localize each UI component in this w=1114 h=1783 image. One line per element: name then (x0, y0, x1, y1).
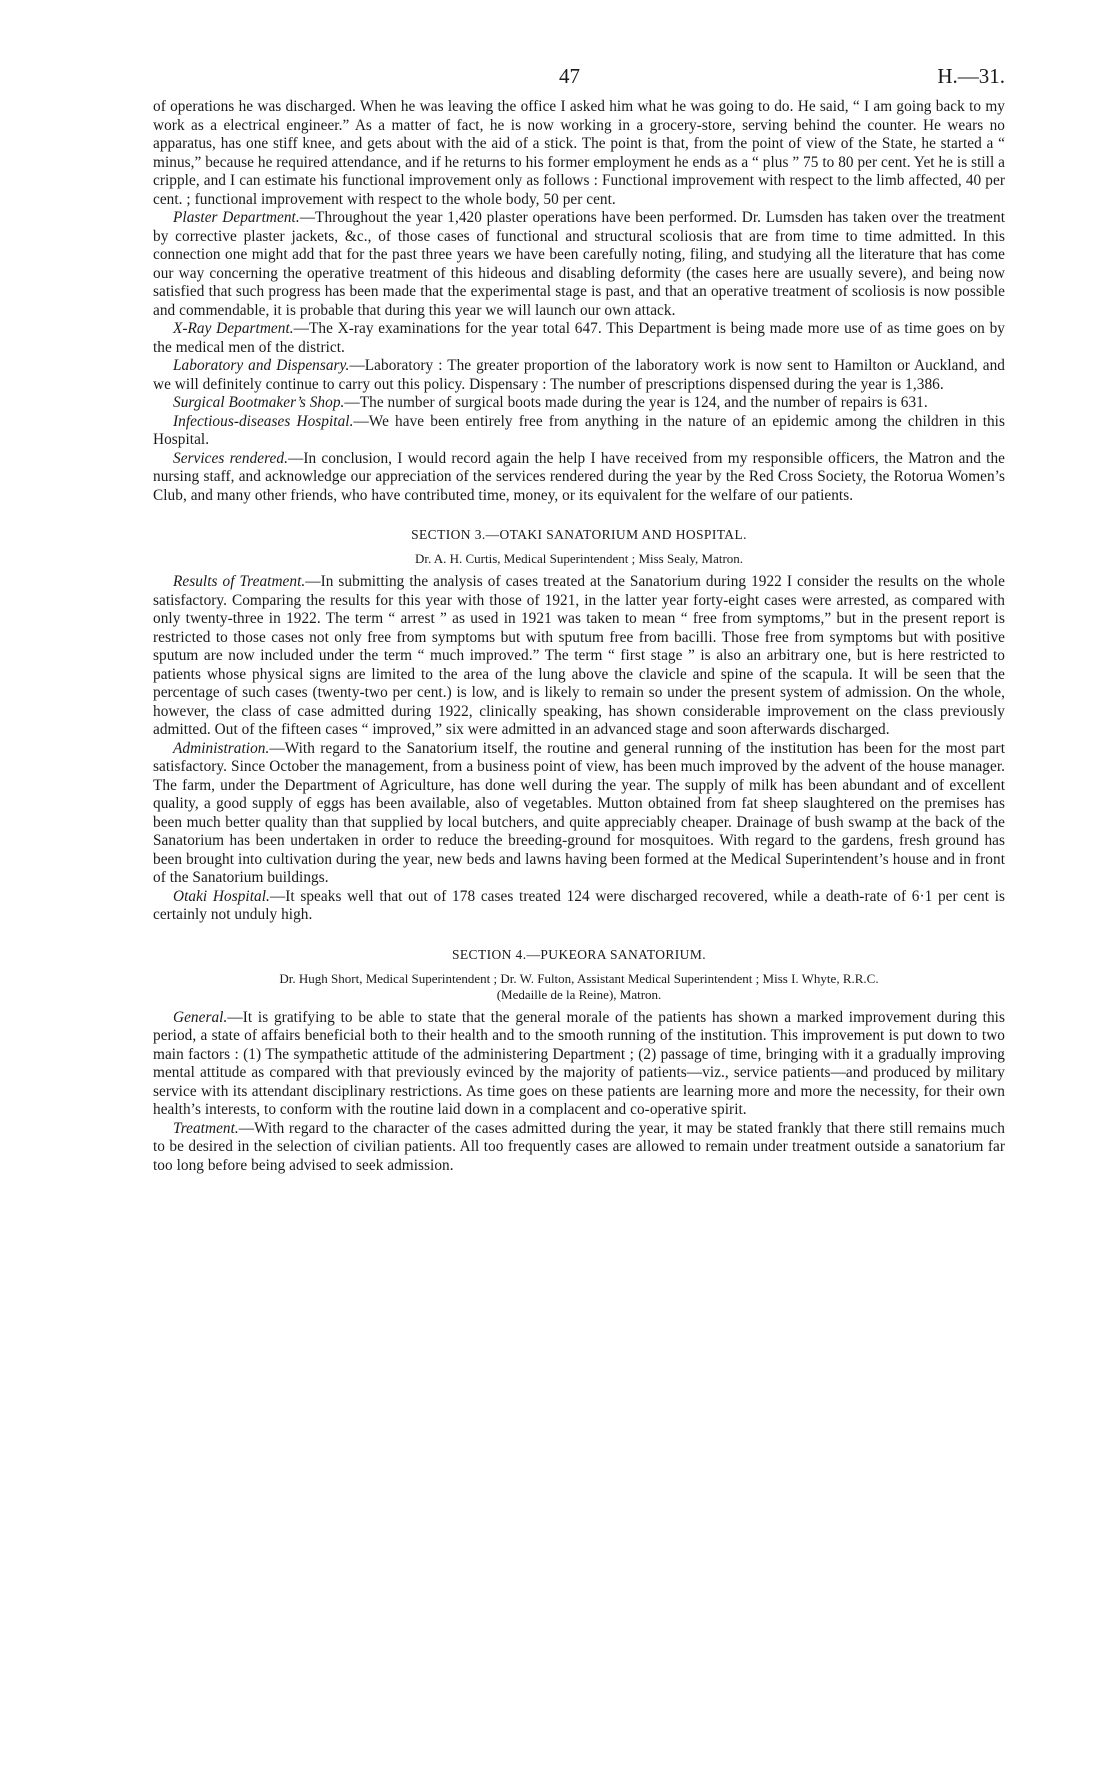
paragraph-otaki-hospital (153, 888, 1005, 925)
paragraph-lead: Otaki Hospital. (173, 887, 270, 905)
document-reference: H.—31. (937, 64, 1005, 88)
paragraph-body: —In conclusion, I would record again the help I have received from my responsible officers, the Matron and the nursing staff, and acknowledge our appreciation of the services rendered during the year by the Red Cross Society, the Rotorua Women’s Club, and many other friends, who have contributed time, money, or its equivalent for the welfare of our patients. (153, 449, 1005, 504)
paragraph-results-of-treatment (153, 573, 1005, 740)
paragraph-lead: Administration. (173, 739, 270, 757)
section-heading: SECTION 3.—OTAKI SANATORIUM AND HOSPITAL. (411, 527, 747, 542)
paragraph-body: —The number of surgical boots made during the year is 124, and the number of repairs is 631. (344, 394, 928, 411)
paragraph-body: —It speaks well that out of 178 cases treated 124 were discharged recovered, while a death-rate of 6·1 per cent is certainly not unduly high. (153, 887, 1006, 923)
section-3-otaki (153, 527, 1005, 925)
paragraph-body: —With regard to the Sanatorium itself, the routine and general running of the institution has been for the most part satisfactory. Since October the management, from a business point of view, has been much improved by the advent of the house manager. The farm, under the Department of Agriculture, has done well during the year. The supply of milk has been abundant and of excellent quality, a good supply of eggs has been available, also of vegetables. Mutton obtained from fat sheep slaughtered on the premises has been much better quality than that supplied by local butchers, and quite appreciably cheaper. Drainage of bush swamp at the back of the Sanatorium has been undertaken in order to reduce the breeding-ground for mosquitoes. With regard to the gardens, fresh ground has been brought into cultivation during the year, new beds and lawns having been formed at the Medical Superintendent’s house and in front of the Sanatorium buildings. (153, 739, 1005, 886)
paragraph-body: —Laboratory : The greater proportion of the laboratory work is now sent to Hamilton or Auckland, and we will definitely continue to carry out this policy. Dispensary : The number of prescriptions dispensed during the year is 1,386. (153, 357, 1005, 393)
staff-line (153, 971, 1005, 1003)
paragraph-body: —We have been entirely free from anything in the nature of an epidemic among the children in this Hospital. (153, 412, 1005, 448)
paragraph-lead: Infectious-diseases Hospital. (173, 412, 354, 430)
paragraph-plaster-department (153, 209, 1005, 320)
paragraph-lead: Surgical Bootmaker’s Shop. (173, 394, 345, 411)
paragraph-general (153, 1009, 1005, 1120)
paragraph-lead: Treatment. (173, 1119, 239, 1137)
staff-line: Dr. A. H. Curtis, Medical Superintendent ; Miss Sealy, Matron. (414, 551, 744, 566)
section-2-continued (153, 209, 1005, 505)
staff-line-2: (Medaille de la Reine), Matron. (496, 986, 662, 1002)
staff-line-1: Dr. Hugh Short, Medical Superintendent ; Dr. W. Fulton, Assistant Medical Superintendent ; Miss I. Whyte, R.R.C. (279, 970, 879, 986)
paragraph-lead: Services rendered. (173, 449, 288, 467)
paragraph-surgical-bootmaker (153, 394, 1005, 413)
paragraph-body: —The X-ray examinations for the year total 647. This Department is being made more use of as time goes on by the medical men of the district. (153, 320, 1005, 356)
paragraph-xray-department (153, 320, 1005, 357)
paragraph-infectious-diseases (153, 413, 1005, 450)
document-page (153, 64, 1005, 1175)
page-number: 47 (559, 64, 580, 88)
paragraph-body: —With regard to the character of the cases admitted during the year, it may be stated frankly that there still remains much to be desired in the selection of civilian patients. All too frequently cases are allowed to remain under treatment outside a sanatorium far too long before being advised to seek admission. (153, 1119, 1005, 1174)
section-4-pukeora (153, 947, 1005, 1176)
paragraph-lead: Plaster Department. (173, 209, 300, 226)
intro-paragraph: of operations he was discharged. When he was leaving the office I asked him what he was going to do. He said, “ I am going back to my work as a electrical engineer.” As a matter of fact, he is now working in a grocery-store, serving behind the counter. He wears no apparatus, has one stiff knee, and gets about with the aid of a stick. The point is that, from the point of view of the State, he started a “ minus,” because he required attendance, and if he returns to his former employment he ends as a “ plus ” 75 to 80 per cent. Yet he is still a cripple, and I can estimate his functional improvement only as follows : Functional improvement with respect to the limb affected, 40 per cent. ; functional improvement with respect to the whole body, 50 per cent. (153, 98, 1005, 208)
paragraph-treatment (153, 1120, 1005, 1176)
paragraph-services-rendered (153, 450, 1005, 506)
paragraph-lead: X-Ray Department. (173, 320, 294, 337)
page-header (153, 64, 1005, 98)
paragraph-body: —It is gratifying to be able to state that the general morale of the patients has shown a marked improvement during this period, a state of affairs beneficial both to their health and to the smooth running of the institution. This improvement is put down to two main factors : (1) The sympathetic attitude of the administering Department ; (2) passage of time, bringing with it a gradually improving mental attitude as compared with that previously evinced by the majority of patients—viz., service patients—and produced by military service with its attendant disciplinary restrictions. As time goes on these patients are learning more and more the necessity, for their own health’s interests, to conform with the routine laid down in a complacent and co-operative spirit. (153, 1008, 1005, 1118)
paragraph-lead: Laboratory and Dispensary. (173, 357, 350, 374)
paragraph-lead: General. (173, 1008, 228, 1026)
section-heading: SECTION 4.—PUKEORA SANATORIUM. (451, 946, 707, 962)
paragraph-body: —In submitting the analysis of cases treated at the Sanatorium during 1922 I consider the results on the whole satisfactory. Comparing the results for this year with those of 1921, in the latter year forty-eight cases were arrested, as compared with only twenty-three in 1922. The term “ arrest ” as used in 1921 was taken to mean “ free from symptoms,” but in the present report is restricted to those cases not only free from symptoms but with sputum free from bacilli. Those free from symptoms but with positive sputum are now included under the term “ much improved.” The term “ first stage ” is also an arbitrary one, but is here restricted to patients whose physical signs are limited to the area of the lung above the clavicle and spine of the scapula. It will be seen that the percentage of such cases (twenty-two per cent.) is low, and is likely to remain so under the present system of admission. On the whole, however, the class of case admitted during 1922, clinically speaking, has shown considerable improvement on the class previously admitted. Out of the fifteen cases “ improved,” six were admitted in an advanced stage and soon afterwards discharged. (153, 573, 1005, 738)
paragraph-body: —Throughout the year 1,420 plaster operations have been performed. Dr. Lumsden has taken over the treatment by corrective plaster jackets, &c., of those cases of functional and structural scoliosis that are from time to time admitted. In this connection one might add that for the past three years we have been carefully noting, filing, and studying all the literature that has come our way concerning the operative treatment of this hideous and disabling deformity (the cases here are usually severe), and being now satisfied that such progress has been made that the experimental stage is past, and that an operative treatment of scoliosis is now possible and commendable, it is probable that during this year we will launch our own attack. (153, 209, 1005, 319)
paragraph-administration (153, 740, 1005, 888)
paragraph-lead: Results of Treatment. (173, 573, 306, 590)
paragraph-laboratory-dispensary (153, 357, 1005, 394)
